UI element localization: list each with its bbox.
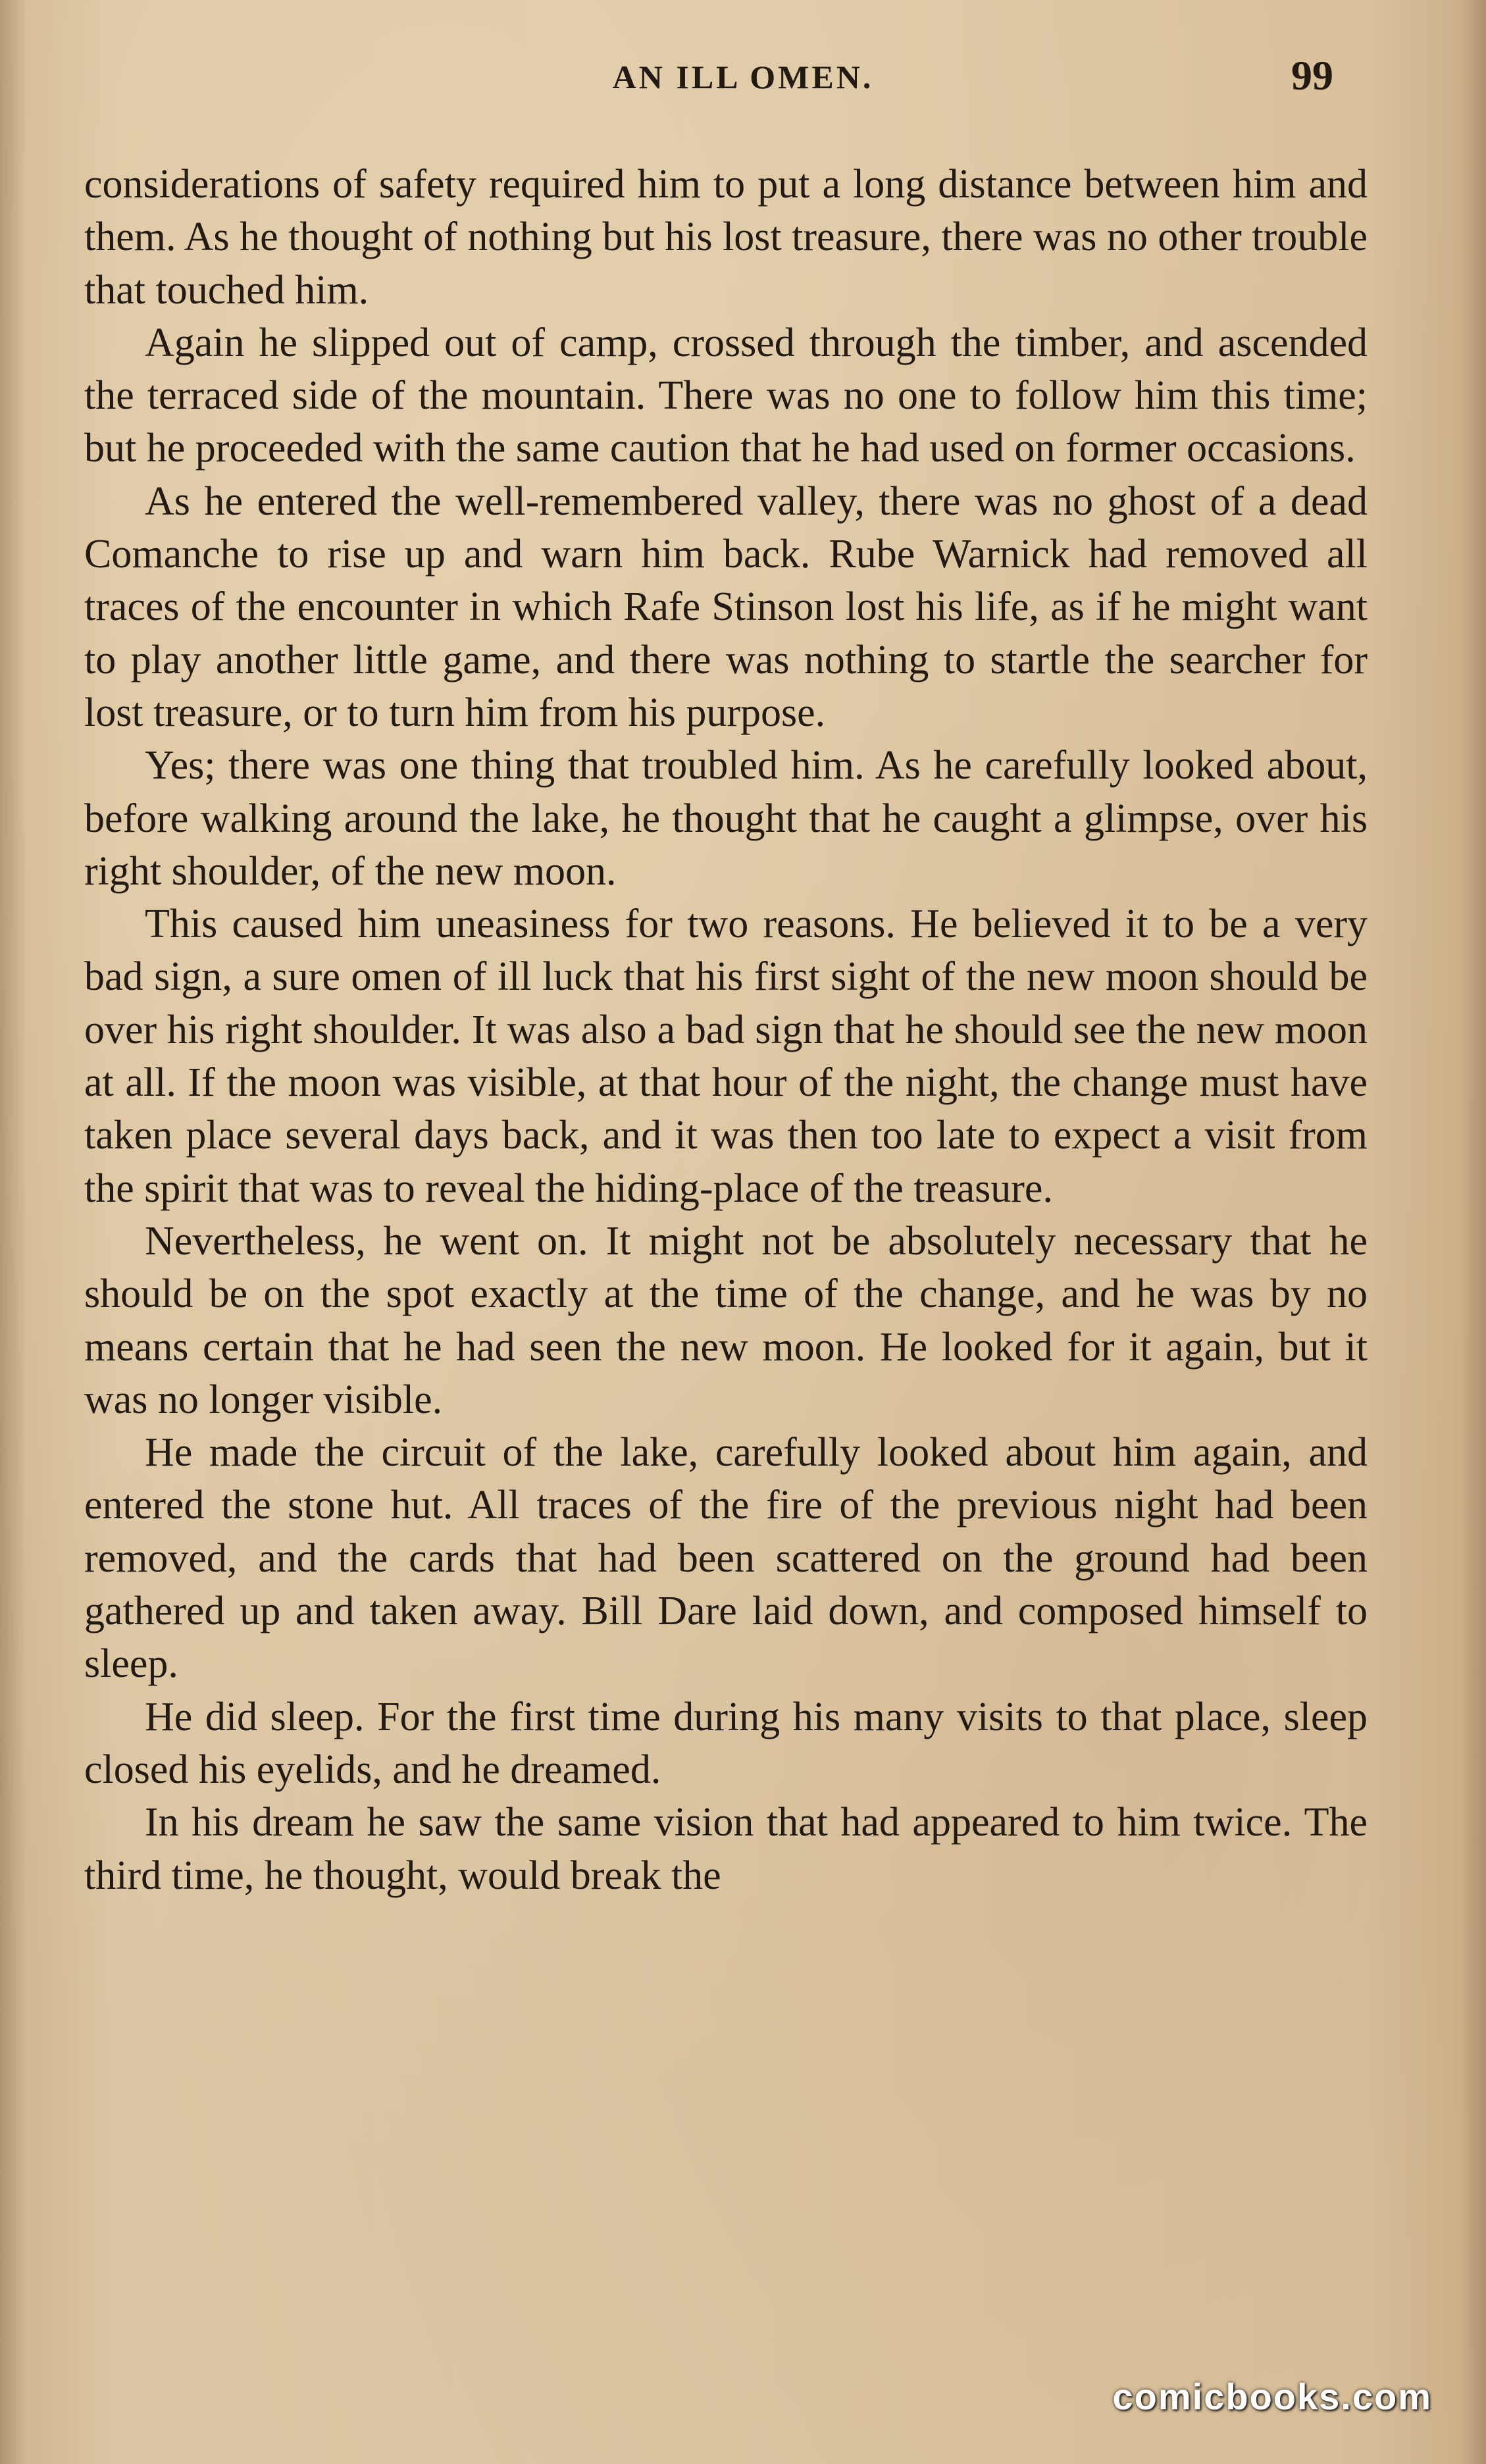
paragraph-2: Again he slipped out of camp, crossed through the timber, and ascended the terraced side of the mountain. There was no one to follow him this time; but he proceeded with the same caution that he had used on former occasions. (84, 320, 1368, 471)
paragraph-7: He made the circuit of the lake, carefully looked about him again, and entered the stone hut. All traces of the fire of the previous night had been removed, and the cards that had been scattered on the ground had been gathered up and taken away. Bill Dare laid down, and composed himself to sleep. (84, 1430, 1368, 1687)
page-edge-left (0, 0, 26, 2464)
page-edge-right (1460, 0, 1486, 2464)
page-number: 99 (1291, 52, 1333, 99)
running-header (0, 51, 1486, 111)
paragraph-1: considerations of safety required him to put a long distance between him and them. As he thought of nothing but his lost treasure, there was no other trouble that touched him. (84, 162, 1368, 313)
paragraph-4: Yes; there was one thing that troubled him. As he carefully looked about, before walking around the lake, he thought that he caught a glimpse, over his right shoulder, of the new moon. (84, 743, 1368, 894)
body-text (84, 158, 1368, 1902)
paragraph-9: In his dream he saw the same vision that had appeared to him twice. The third time, he thought, would break the (84, 1800, 1368, 1898)
paragraph-3: As he entered the well-remembered valley, there was no ghost of a dead Comanche to rise up and warn him back. Rube Warnick had removed all traces of the encounter in which Rafe Stinson lost his life, as if he might want to play another little game, and there was nothing to startle the searcher for lost treasure, or to turn him from his purpose. (84, 478, 1368, 735)
paragraph-6: Nevertheless, he went on. It might not be absolutely necessary that he should be on the spot exactly at the time of the change, and he was by no means certain that he had seen the new moon. He looked for it again, but it was no longer visible. (84, 1218, 1368, 1422)
site-watermark: comicbooks.com (1112, 2376, 1432, 2417)
running-title: AN ILL OMEN. (612, 59, 874, 95)
paragraph-5: This caused him uneasiness for two reasons. He believed it to be a very bad sign, a sure omen of ill luck that his first sight of the new moon should be over his right shoulder. It was also a bad sign that he should see the new moon at all. If the moon was visible, at that hour of the night, the change must have taken place several days back, and it was then too late to expect a visit from the spirit that was to reveal the hiding-place of the treasure. (84, 902, 1368, 1211)
paragraph-8: He did sleep. For the first time during his many visits to that place, sleep closed his eyelids, and he dreamed. (84, 1694, 1368, 1792)
